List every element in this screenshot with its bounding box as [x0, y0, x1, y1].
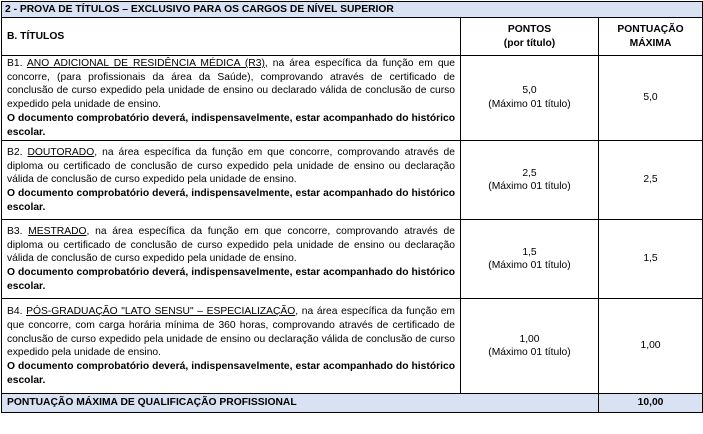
table-row [2, 141, 703, 220]
item-note: O documento comprobatório deverá, indispensavelmente, estar acompanhado do histórico escolar. [7, 112, 455, 138]
item-title: DOUTORADO [27, 146, 95, 158]
item-description [2, 56, 461, 141]
item-title: MESTRADO [28, 225, 87, 237]
item-code: B4. [7, 306, 27, 318]
header-pontos [461, 18, 599, 56]
item-points-value: 5,0 [522, 85, 537, 97]
section-title-row [2, 2, 703, 18]
item-description [2, 220, 461, 299]
total-label: PONTUAÇÃO MÁXIMA DE QUALIFICAÇÃO PROFISSIONAL [2, 394, 599, 413]
item-code: B1. [7, 58, 27, 69]
item-code: B2. [7, 146, 28, 158]
section-title: 2 - PROVA DE TÍTULOS – EXCLUSIVO PARA OS CARGOS DE NÍVEL SUPERIOR [2, 2, 703, 18]
item-points-limit: (Máximo 01 título) [488, 260, 571, 272]
titulos-table [1, 1, 703, 413]
header-max-line2: MÁXIMA [629, 37, 672, 49]
item-max: 2,5 [599, 141, 703, 220]
table-row [2, 56, 703, 141]
item-note: O documento comprobatório deverá, indispensavelmente, estar acompanhado do histórico escolar. [7, 360, 455, 386]
header-pontos-line2: (por título) [503, 37, 556, 49]
header-pontos-line1: PONTOS [507, 23, 552, 35]
table-row [2, 220, 703, 299]
header-row [2, 18, 703, 56]
item-points [461, 56, 599, 141]
item-points [461, 141, 599, 220]
item-description [2, 141, 461, 220]
table-row [2, 299, 703, 394]
item-max: 1,00 [599, 299, 703, 394]
item-text: , na área específica da função em que concorre, (para profissionais da área da Saúde), comprovando através de certificado de conclusão de curso expedido pela unidade de ensino ou declarado válida de conclusão de curso expedido pela unidade de ensino. [7, 58, 456, 111]
header-titulos: B. TÍTULOS [2, 18, 461, 56]
item-points-value: 2,5 [522, 167, 537, 179]
item-title: PÓS-GRADUAÇÃO "LATO SENSU" – ESPECIALIZAÇÃO [26, 306, 296, 318]
item-points-limit: (Máximo 01 título) [488, 181, 571, 193]
item-points-limit: (Máximo 01 título) [488, 347, 571, 359]
total-row [2, 394, 703, 413]
item-points-value: 1,00 [519, 333, 540, 345]
item-note: O documento comprobatório deverá, indispensavelmente, estar acompanhado do histórico escolar. [7, 267, 455, 292]
item-points [461, 299, 599, 394]
item-max: 5,0 [599, 56, 703, 141]
item-text: , na área específica da função em que concorre, comprovando através de diploma ou certificado de conclusão de curso expedido pela unidade de ensino ou declaração válida de conclusão de curso expedido pela unidade de ensino. [7, 146, 455, 186]
total-value: 10,00 [599, 394, 703, 413]
item-description [2, 299, 461, 394]
item-title: ANO ADICIONAL DE RESIDÊNCIA MÉDICA (R3) [26, 58, 265, 69]
item-note: O documento comprobatório deverá, indispensavelmente, estar acompanhado do histórico escolar. [7, 188, 455, 213]
item-text: , na área específica da função em que concorre, comprovando através de diploma ou certificado de conclusão de curso expedido pela unidade de ensino ou declaração válida de conclusão de curso expedido pela unidade de ensino. [7, 225, 455, 265]
item-text: , na área específica da função em que concorre, com carga horária mínima de 360 horas, comprovando através de certificado de conclusão de curso expedido pela unidade de ensino ou declaração válida de conclusão de curso expedido pela unidade de ensino. [7, 306, 456, 359]
item-code: B3. [7, 225, 29, 237]
item-points [461, 220, 599, 299]
item-points-value: 1,5 [522, 246, 537, 258]
item-max: 1,5 [599, 220, 703, 299]
header-pontuacao-maxima [599, 18, 703, 56]
item-points-limit: (Máximo 01 título) [488, 99, 571, 111]
header-max-line1: PONTUAÇÃO [617, 23, 684, 35]
